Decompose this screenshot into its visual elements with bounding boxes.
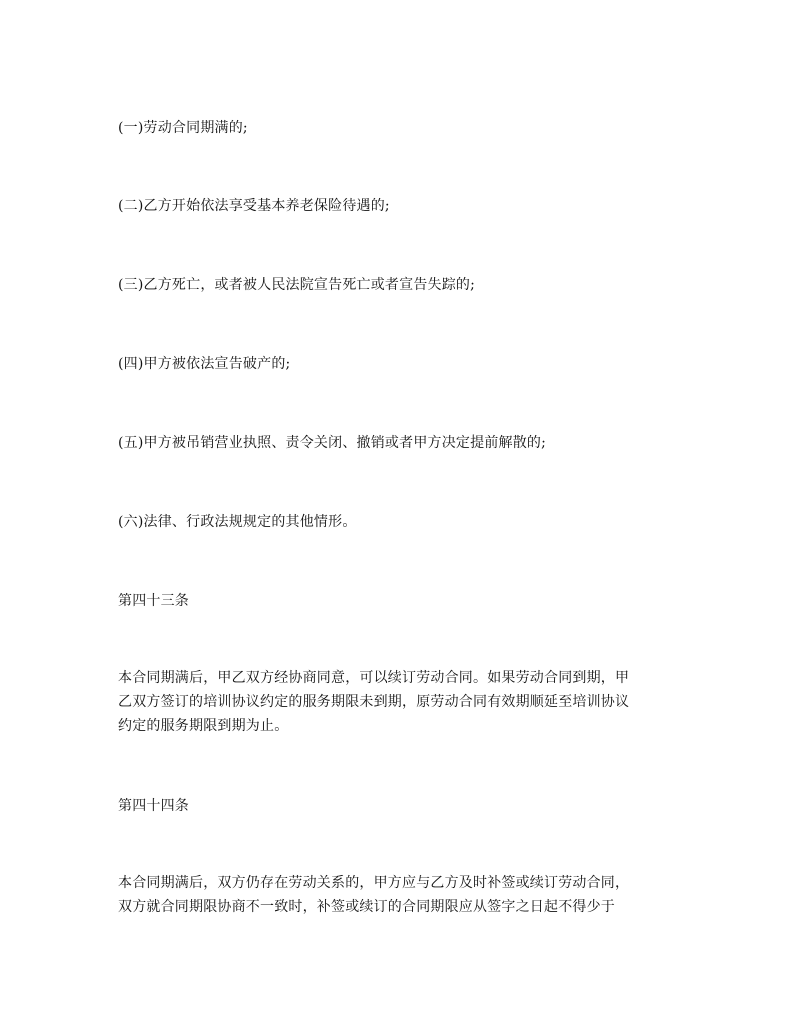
clause-item-5: (五)甲方被吊销营业执照、责令关闭、撤销或者甲方决定提前解散的; (118, 435, 547, 451)
article-43-line-2: 乙双方签订的培训协议约定的服务期限未到期，原劳动合同有效期顺延至培训协议 (118, 694, 630, 710)
article-43-line-3: 约定的服务期限到期为止。 (118, 718, 289, 734)
article-44-line-2: 双方就合同期限协商不一致时，补签或续订的合同期限应从签字之日起不得少于 (118, 899, 615, 915)
article-43-line-1: 本合同期满后，甲乙双方经协商同意，可以续订劳动合同。如果劳动合同到期，甲 (118, 670, 630, 686)
clause-item-6: (六)法律、行政法规规定的其他情形。 (118, 514, 357, 530)
clause-item-1: (一)劳动合同期满的; (118, 120, 248, 136)
clause-item-2: (二)乙方开始依法享受基本养老保险待遇的; (118, 198, 390, 214)
article-43-body (118, 666, 688, 738)
article-44-body (118, 871, 688, 919)
clause-item-4: (四)甲方被依法宣告破产的; (118, 356, 291, 372)
article-44-heading: 第四十四条 (118, 798, 189, 814)
clause-item-3: (三)乙方死亡，或者被人民法院宣告死亡或者宣告失踪的; (118, 277, 476, 293)
article-43-heading: 第四十三条 (118, 593, 189, 609)
article-44-line-1: 本合同期满后，双方仍存在劳动关系的，甲方应与乙方及时补签或续订劳动合同， (118, 875, 630, 891)
